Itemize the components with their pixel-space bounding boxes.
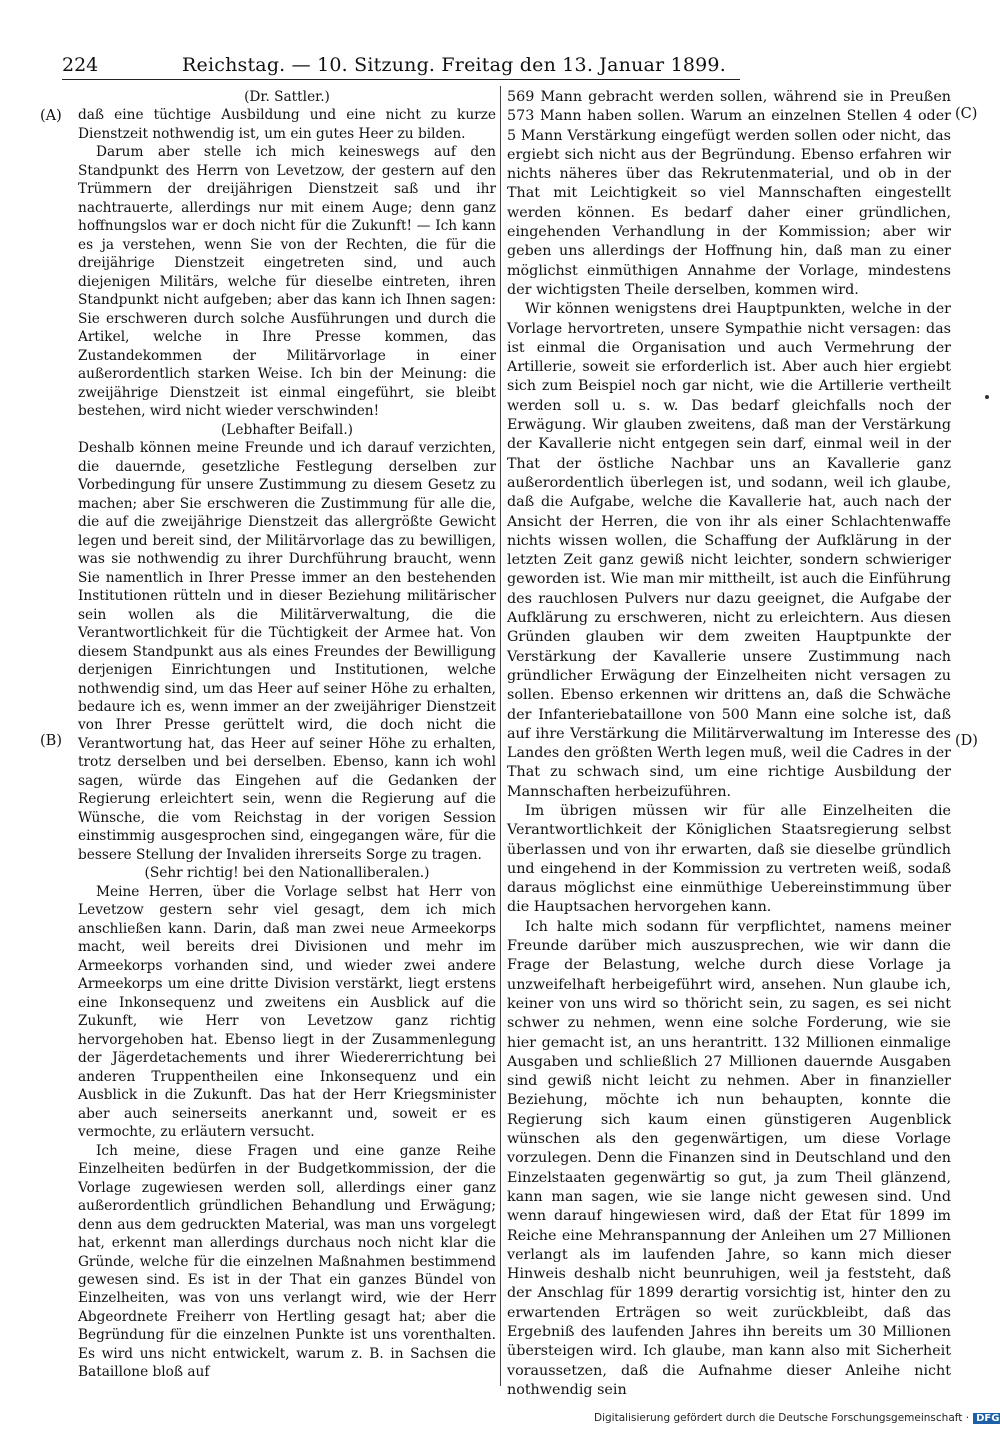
dfg-logo: DFG — [973, 1413, 1000, 1424]
paragraph: daß eine tüchtige Ausbildung und eine nicht zu kurze Dienstzeit nothwendig ist, um ein gutes Heer zu bilden. — [78, 107, 496, 142]
left-column — [78, 88, 496, 1382]
scan-speck — [985, 395, 989, 399]
stage-direction: (Lebhafter Beifall.) — [220, 421, 354, 438]
stage-direction: (Dr. Sattler.) — [244, 89, 330, 105]
footer-text: Digitalisierung gefördert durch die Deutsche Forschungsgemeinschaft · — [594, 1412, 970, 1424]
page-header — [62, 50, 738, 80]
column-divider — [500, 86, 501, 1386]
running-title: Reichstag. — 10. Sitzung. Freitag den 13. Januar 1899. — [182, 54, 726, 76]
footer — [594, 1412, 1000, 1424]
paragraph: Deshalb können meine Freunde und ich darauf verzichten, die dauernde, gesetzliche Festlegung derselben zur Vorbedingung für unsere Zustimmung zu diesem Gesetz zu machen; aber Sie erschweren die Zustimmung für alle die, die auf die zweijährige Dienstzeit das allergrößte Gewicht legen und bereit sind, der Militärvorlage das zu bewilligen, was sie nothwendig zu ihrer Durchführung braucht, wenn Sie namentlich in Ihrer Presse immer an den bestehenden Institutionen rütteln und in dieser Beziehung militärischer sein wollen als die Militärverwaltung, die die Verantwortlichkeit für die Tüchtigkeit der Armee hat. Von diesem Standpunkt aus als eines Freundes der Bewilligung derjenigen Einrichtungen und Institutionen, welche nothwendig sind, um das Heer auf seiner Höhe zu erhalten, bedaure ich es, wenn immer an der zweijähriger Dienstzeit von Ihrer Presse gerüttelt wird, die doch nicht die Verantwortung hat, das Heer auf seiner Höhe zu erhalten, trotz derselben und bei derselben. Ebenso, kann ich wohl sagen, würde das Eingehen auf die Gedanken der Regierung erleichtert sein, wenn die Regierung auf die Wünsche, die vom Reichstag in der vorigen Session einstimmig ausgesprochen sind, eingegangen wäre, für die bessere Stellung der Invaliden ihrerseits Sorge zu tragen. — [78, 440, 496, 863]
page-number: 224 — [62, 54, 99, 76]
stage-direction: (Sehr richtig! bei den Nationalliberalen.) — [144, 865, 430, 882]
margin-marker-a: (A) — [40, 108, 62, 124]
paragraph: 569 Mann gebracht werden sollen, während sie in Preußen 573 Mann haben sollen. Warum an einzelnen Stellen 4 oder 5 Mann Verstärkung eingefügt werden sollen oder nicht, das ergiebt sich nicht aus der Begründung. Ebenso erfahren wir nichts näheres über das Rekrutenmaterial, und ob in der That mit Leichtigkeit so viel Mannschaften eingestellt werden können. Es bedarf daher einer gründlichen, eingehenden Verhandlung in der Kommission; aber wir geben uns allerdings der Hoffnung hin, daß man zu einer möglichst einmüthigen Annahme der Vorlage, mindestens der wichtigsten Theile derselben, kommen wird. — [507, 89, 951, 298]
margin-marker-d: (D) — [955, 733, 978, 749]
header-rule — [62, 79, 740, 80]
paragraph: Darum aber stelle ich mich keineswegs auf den Standpunkt des Herrn von Levetzow, der gestern auf den Trümmern der dreijährigen Dienstzeit saß und ihr nachtrauerte, allerdings nur mit einem Auge; denn ganz hoffnungslos war er doch nicht für die Zukunft! — Ich kann es ja verstehen, wenn Sie von der Rechten, die für die dreijährige Dienstzeit eingetreten sind, und auch diejenigen Militärs, welche für dieselbe eintreten, ihren Standpunkt nicht aufgeben; aber das kann ich Ihnen sagen: Sie erschweren durch solche Ausführungen und durch die Artikel, welche in Ihre Presse kommen, das Zustandekommen der Militärvorlage in einer außerordentlich starken Weise. Ich bin der Meinung: die zweijährige Dienstzeit ist einmal eingeführt, sie bleibt bestehen, wird nicht wieder verschwinden! — [78, 144, 496, 420]
paragraph: Ich halte mich sodann für verpflichtet, namens meiner Freunde darüber mich auszusprechen, wie wir dann die Frage der Belastung, welche durch diese Vorlage ja unzweifelhaft herbeigeführt wird, ansehen. Nun glaube ich, keiner von uns wird so thöricht sein, zu sagen, es sei nicht schwer zu nehmen, wenn eine solche Forderung, wie sie hier gemacht ist, an uns herantritt. 132 Millionen einmalige Ausgaben und schließlich 27 Millionen dauernde Ausgaben sind gewiß nicht leicht zu nehmen. Aber in finanzieller Beziehung, möchte ich nun behaupten, konnte die Regierung sich kaum einen günstigeren Augenblick wünschen als den gegenwärtigen, um diese Vorlage vorzulegen. Denn die Finanzen sind in Deutschland und den Einzelstaaten gegenwärtig so gut, ja zum Theil glänzend, kann man sagen, wie sie lange nicht gewesen sind. Und wenn darauf hingewiesen wird, daß der Etat für 1899 im Reiche eine Mehranspannung der Anleihen um 27 Millionen verlangt als im laufenden Jahre, so kann mich dieser Hinweis deshalb nicht beunruhigen, weil ja feststeht, daß der Anschlag für 1899 derartig vorsichtig ist, hinter den zu erwartenden Erträgen so weit zurückbleibt, daß das Ergebniß des laufenden Jahres ihn bereits um 30 Millionen übersteigen wird. Ich glaube, man kann also mit Sicherheit voraussetzen, daß die Aufnahme dieser Anleihe nicht nothwendig sein — [507, 918, 951, 1398]
paragraph: Ich meine, diese Fragen und eine ganze Reihe Einzelheiten bedürfen in der Budgetkommission, der die Vorlage zugewiesen werden soll, allerdings einer ganz außerordentlich gründlichen Behandlung und Erwägung; denn aus dem gedruckten Material, was man uns vorgelegt hat, erkennt man allerdings durchaus noch nicht klar die Gründe, welche für die einzelnen Maßnahmen bestimmend gewesen sind. Es ist in der That ein ganzes Bündel von Einzelheiten, was von uns verlangt wird, wie der Herr Abgeordnete Freiherr von Hertling gesagt hat; aber die Begründung für die einzelnen Punkte ist uns vorenthalten. Es wird uns nicht entwickelt, warum z. B. in Sachsen die Bataillone bloß auf — [78, 1142, 496, 1381]
paragraph: Im übrigen müssen wir für alle Einzelheiten die Verantwortlichkeit der Königlichen Staatsregierung selbst überlassen und von ihr erwarten, daß sie dieselbe gründlich und eingehend in der Kommission zu vertreten weiß, sodaß daraus möglichst eine einmüthige Uebereinstimmung über die Hauptsachen hervorgehen kann. — [507, 802, 951, 916]
paragraph: Meine Herren, über die Vorlage selbst hat Herr von Levetzow gestern sehr viel gesagt, dem ich mich anschließen kann. Darin, daß man zwei neue Armeekorps macht, weil bereits drei Divisionen und mehr im Armeekorps vorhanden sind, und wieder zwei andere Armeekorps um eine dritte Division verstärkt, liegt erstens eine Inkonsequenz und zweitens ein Ausblick auf die Zukunft, wie Herr von Levetzow ganz richtig hervorgehoben hat. Ebenso liegt in der Zusammenlegung der Jägerdetachements und ihrer Wiedererrichtung bei anderen Truppentheilen eine Inkonsequenz und ein Ausblick in die Zukunft. Das hat der Herr Kriegsminister aber auch seinerseits anerkannt und, soweit er es vermochte, zu erläutern versucht. — [78, 883, 496, 1141]
right-column — [507, 88, 951, 1400]
margin-marker-b: (B) — [40, 733, 62, 749]
paragraph: Wir können wenigstens drei Hauptpunkten, welche in der Vorlage hervortreten, unsere Sympathie nicht versagen: das ist einmal die Organisation und auch Vermehrung der Artillerie, soweit sie erforderlich ist. Aber auch hier ergiebt sich zum Beispiel noch gar nicht, wie die Artillerie vertheilt werden soll u. s. w. Das bedarf gleichfalls noch der Erwägung. Wir glauben zweitens, daß man der Verstärkung der Kavallerie nicht entgegen sein darf, einmal weil in der That der östliche Nachbar uns an Kavallerie ganz außerordentlich überlegen ist, und sodann, weil ich glaube, daß die Aufgabe, welche die Kavallerie hat, auch nach der Ansicht der Herren, die von ihr als einer Schlachtenwaffe nichts wissen wollen, die Schaffung der Aufklärung in der letzten Zeit ganz gewiß nicht leichter, sondern schwieriger geworden ist. Wie man mir mittheilt, ist auch die Einführung des rauchlosen Pulvers nur dazu geeignet, die Aufgabe der Aufklärung zu erschweren, nicht zu erleichtern. Aus diesen Gründen glauben wir dem zweiten Hauptpunkte der Verstärkung der Kavallerie unsere Zustimmung nach gründlicher Erwägung der Einzelheiten nicht versagen zu sollen. Ebenso erkennen wir drittens an, daß die Schwäche der Infanteriebataillone von 500 Mann eine solche ist, daß auf ihre Verstärkung die Militärverwaltung im Interesse des Landes den größten Werth legen muß, weil die Cadres in der That zu schwach sind, um eine richtige Ausbildung der Mannschaften herbeizuführen. — [507, 301, 951, 800]
margin-marker-c: (C) — [955, 106, 978, 122]
